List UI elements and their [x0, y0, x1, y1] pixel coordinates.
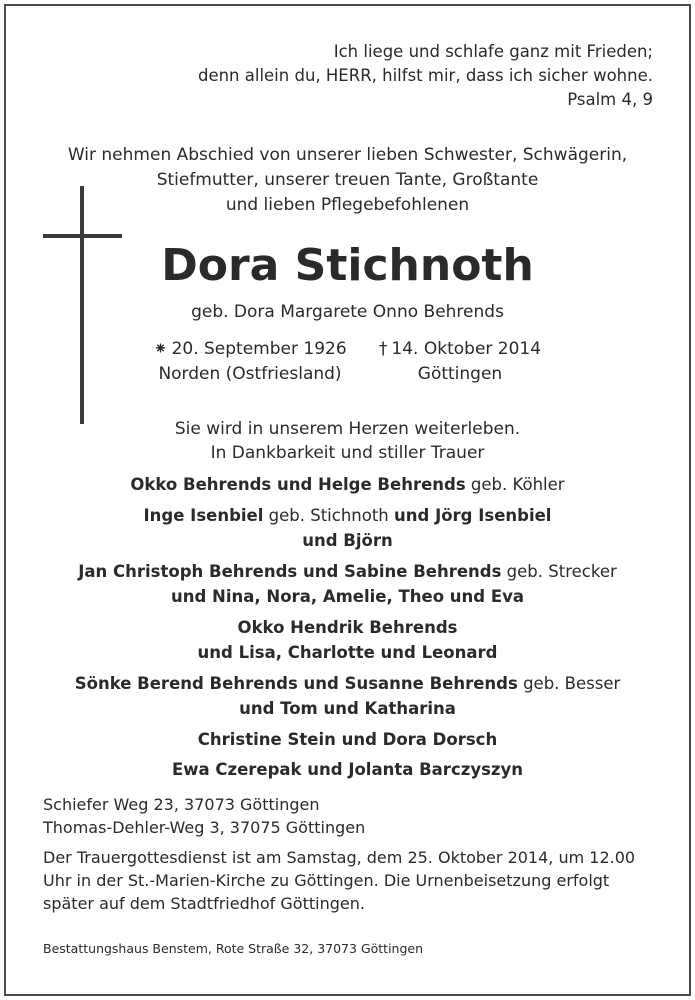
mourner-names: Inge Isenbiel	[143, 505, 264, 525]
mourner-group	[0, 757, 695, 783]
tagline	[0, 417, 695, 465]
tagline-line-1: Sie wird in unserem Herzen weiterleben.	[174, 419, 521, 439]
mourner-names: Jan Christoph Behrends und Sabine Behrends	[78, 561, 502, 581]
psalm-line-1: Ich liege und schlafe ganz mit Frieden;	[333, 42, 653, 61]
intro-line-2: Stiefmutter, unserer treuen Tante, Großtante	[156, 170, 539, 190]
addresses	[43, 793, 365, 839]
mourner-names: Okko Behrends und Helge Behrends	[130, 475, 466, 494]
mourner-names: und Nina, Nora, Amelie, Theo und Eva	[171, 587, 524, 606]
birth-star-icon: ⁕	[153, 339, 168, 359]
mourner-names: und Jörg Isenbiel	[394, 505, 552, 525]
birth-date: 20. September 1926	[171, 339, 347, 359]
death-cross-icon: †	[378, 339, 388, 359]
mourner-names: Sönke Berend Behrends und Susanne Behrends	[74, 673, 518, 693]
intro-line-3: und lieben Pflegebefohlenen	[225, 195, 470, 215]
birth-info	[135, 337, 365, 387]
birth-name: geb. Dora Margarete Onno Behrends	[191, 302, 504, 322]
mourner-names: Ewa Czerepak und Jolanta Barczyszyn	[171, 760, 524, 779]
death-place: Göttingen	[417, 364, 503, 384]
mourner-names: und Björn	[302, 531, 393, 550]
psalm-quote	[198, 40, 653, 112]
mourner-group	[0, 503, 695, 554]
service-info	[43, 846, 658, 915]
death-date: 14. Oktober 2014	[391, 339, 542, 359]
service-line: Der Trauergottesdienst ist am Samstag, dem 25. Oktober 2014, um 12.00	[43, 848, 636, 867]
mourner-note: geb. Strecker	[506, 561, 617, 581]
address-line: Schiefer Weg 23, 37073 Göttingen	[43, 795, 320, 814]
mourners-list	[0, 472, 695, 784]
mourner-names: und Lisa, Charlotte und Leonard	[197, 643, 498, 662]
psalm-line-2: denn allein du, HERR, hilfst mir, dass ich sicher wohne.	[197, 66, 653, 85]
address-line: Thomas-Dehler-Weg 3, 37075 Göttingen	[43, 818, 366, 837]
mourner-names: Okko Hendrik Behrends	[237, 617, 458, 637]
mourner-group	[0, 671, 695, 722]
mourner-group	[0, 472, 695, 498]
intro-line-1: Wir nehmen Abschied von unserer lieben Schwester, Schwägerin,	[67, 145, 628, 165]
mourner-note: geb. Köhler	[470, 475, 565, 494]
mourner-note: geb. Stichnoth	[268, 505, 389, 525]
mourner-names: Christine Stein und Dora Dorsch	[197, 729, 498, 749]
death-info	[360, 337, 560, 387]
mourner-note: geb. Besser	[523, 673, 621, 693]
service-line: später auf dem Stadtfriedhof Göttingen.	[43, 894, 365, 913]
tagline-line-2: In Dankbarkeit und stiller Trauer	[210, 443, 485, 463]
mourner-group	[0, 727, 695, 753]
intro-text	[0, 143, 695, 218]
psalm-reference: Psalm 4, 9	[567, 90, 653, 109]
funeral-home: Bestattungshaus Benstem, Rote Straße 32, 37073 Göttingen	[43, 941, 424, 956]
mourner-names: und Tom und Katharina	[239, 699, 456, 718]
birth-place: Norden (Ostfriesland)	[158, 364, 342, 384]
deceased-name: Dora Stichnoth	[161, 240, 534, 291]
mourner-group	[0, 559, 695, 610]
mourner-group	[0, 615, 695, 666]
service-line: Uhr in der St.-Marien-Kirche zu Göttingen. Die Urnenbeisetzung erfolgt	[43, 871, 610, 890]
